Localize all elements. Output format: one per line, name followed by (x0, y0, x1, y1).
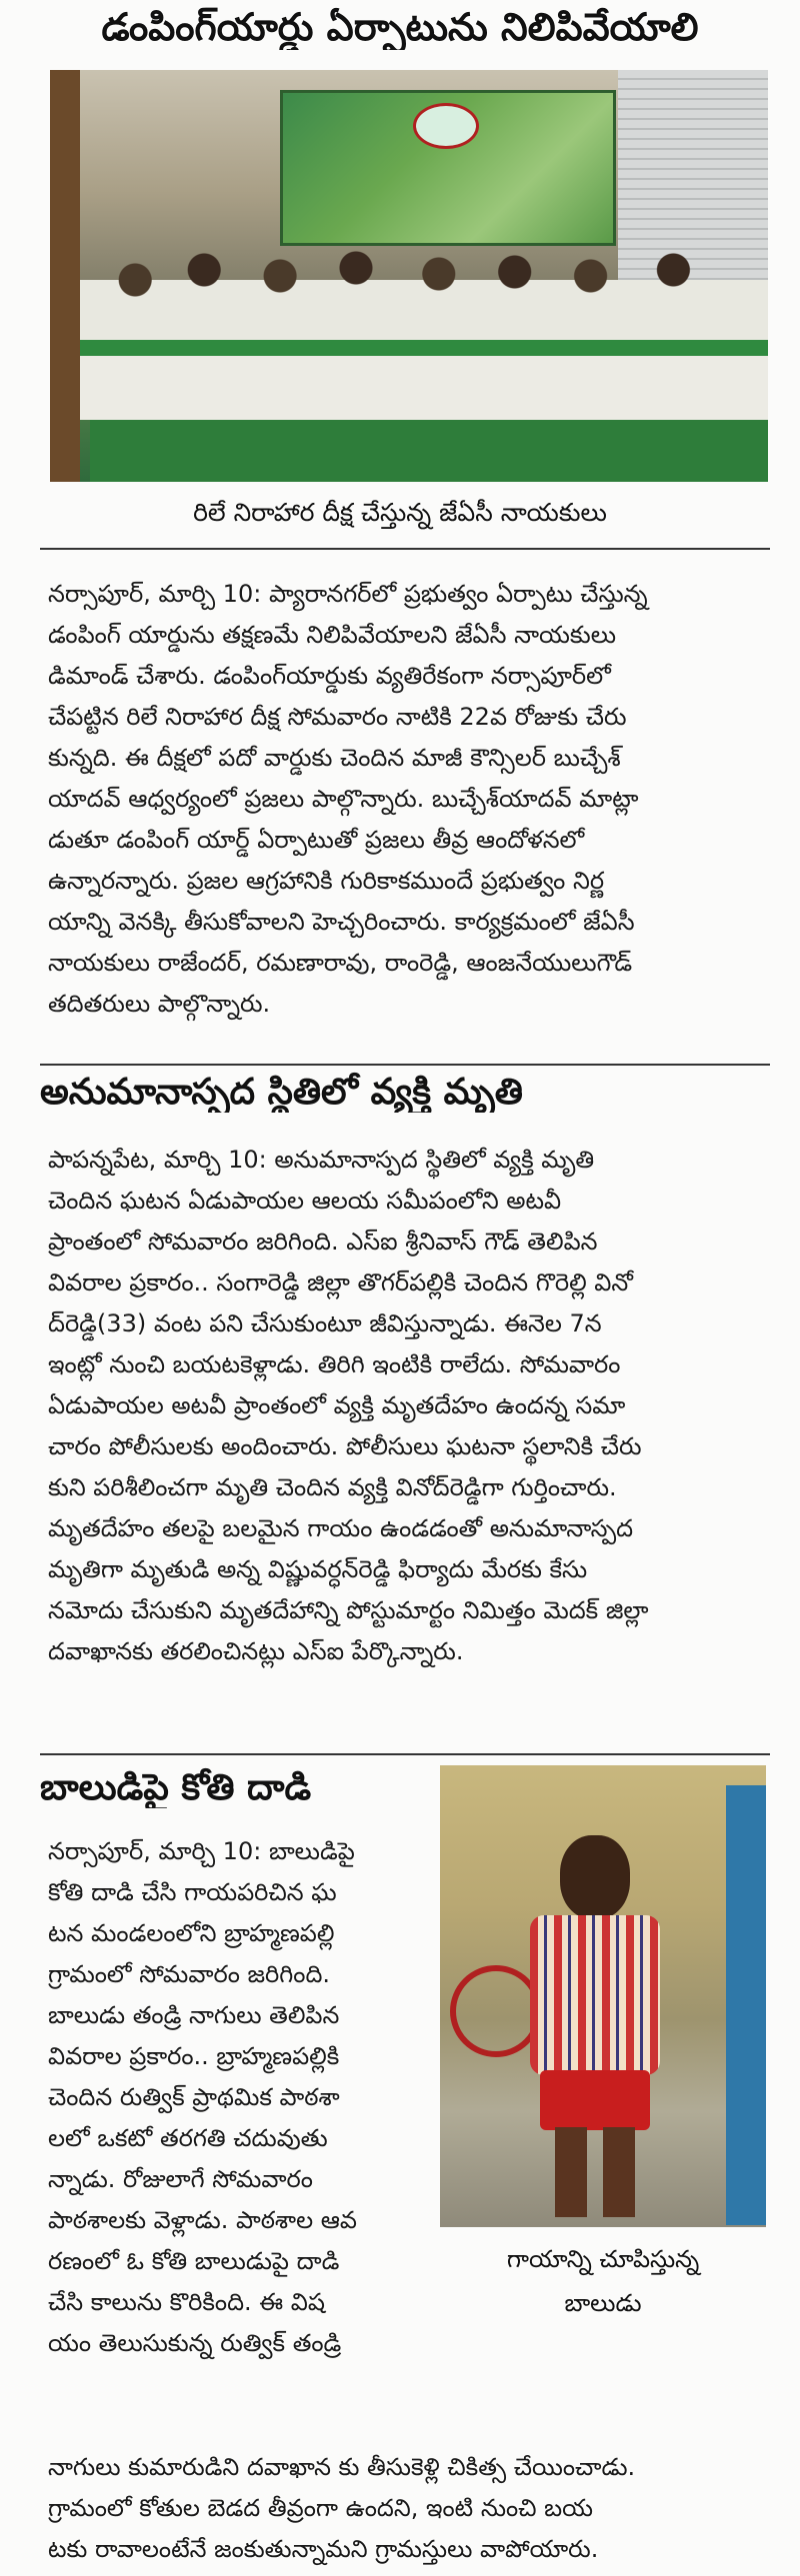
article-line: నాగులు కుమారుడిని దవాఖాన కు తీసుకెళ్లి చికిత్స చేయించాడు. (48, 2453, 636, 2481)
article-1-photo-caption: రిలే నిరాహార దీక్ష చేస్తున్న జేఏసీ నాయకులు (193, 498, 607, 527)
article-line: యం తెలుసుకున్న రుత్విక్ తండ్రి (48, 2329, 342, 2357)
boy-legs (555, 2127, 635, 2217)
article-line: చేపట్టిన రిలే నిరాహార దీక్ష సోమవారం నాటికి 22వ రోజుకు చేరు (48, 703, 627, 731)
article-line: ఇంట్లో నుంచి బయటకెళ్లాడు. తిరిగి ఇంటికి రాలేదు. సోమవారం (48, 1350, 621, 1378)
article-line: ఉన్నారన్నారు. ప్రజల ఆగ్రహానికి గురికాకముందే ప్రభుత్వం నిర్ణ (48, 867, 605, 895)
boy-shirt (530, 1915, 660, 2075)
article-line: నర్సాపూర్, మార్చి 10: బాలుడిపై (48, 1837, 355, 1865)
article-line: చెందిన రుత్విక్ ప్రాథమిక పాఠశా (48, 2083, 340, 2111)
article-line: డంపింగ్ యార్డును తక్షణమే నిలిపివేయాలని జేఏసీ నాయకులు (48, 621, 617, 649)
article-3-body (48, 1831, 438, 2364)
article-line: కుని పరిశీలించగా మృతి చెందిన వ్యక్తి వినోద్‌రెడ్డిగా గుర్తించారు. (48, 1473, 617, 1501)
article-line: తదితరులు పాల్గొన్నారు. (48, 990, 271, 1018)
article-line: చెందిన ఘటన ఏడుపాయల ఆలయ సమీపంలోని అటవీ (48, 1187, 562, 1215)
article-line: నర్సాపూర్, మార్చి 10: ప్యారానగర్‌లో ప్రభుత్వం ఏర్పాటు చేస్తున్న (48, 580, 648, 608)
article-line: నాయకులు రాజేందర్, రమణారావు, రాంరెడ్డి, ఆంజనేయులుగౌడ్ (48, 949, 633, 977)
boy-shorts (540, 2070, 650, 2130)
article-2-body (48, 1140, 778, 1672)
article-line: లలో ఒకటో తరగతి చదువుతు (48, 2124, 328, 2152)
article-3-photo-caption (440, 2237, 766, 2325)
article-line: టన మండలంలోని బ్రాహ్మణపల్లి (48, 1919, 335, 1947)
article-line: బాలుడు తండ్రి నాగులు తెలిపిన (48, 2001, 340, 2029)
article-line: నమోదు చేసుకుని మృతదేహాన్ని పోస్టుమార్టం నిమిత్తం మెదక్ జిల్లా (48, 1596, 649, 1624)
article-line: మృతిగా మృతుడి అన్న విష్ణువర్ధన్‌రెడ్డి ఫిర్యాదు మేరకు కేసు (48, 1555, 588, 1583)
boy-head (560, 1835, 630, 1919)
bicycle-wheel (450, 1965, 542, 2057)
article-line: రణంలో ఓ కోతి బాలుడుపై దాడి (48, 2247, 340, 2275)
article-3-headline: బాలుడిపై కోతి దాడి (40, 1767, 312, 1808)
article-divider (40, 1064, 770, 1066)
article-line: గ్రామంలో కోతుల బెడద తీవ్రంగా ఉందని, ఇంటి నుంచి బయ (48, 2494, 594, 2522)
article-line: యాన్ని వెనక్కి తీసుకోవాలని హెచ్చరించారు. కార్యక్రమంలో జేఏసీ (48, 908, 635, 936)
article-3-body-continued (48, 2447, 778, 2570)
article-line: డిమాండ్ చేశారు. డంపింగ్‌యార్డుకు వ్యతిరేకంగా నర్సాపూర్‌లో (48, 662, 611, 690)
banner-logo (413, 103, 479, 149)
green-mat (90, 412, 768, 482)
article-line: చేసి కాలును కొరికింది. ఈ విష (48, 2288, 325, 2316)
article-line: ప్రాంతంలో సోమవారం జరిగింది. ఎస్ఐ శ్రీనివాస్ గౌడ్ తెలిపిన (48, 1228, 598, 1256)
article-1-photo (50, 70, 768, 482)
article-line: మృతదేహం తలపై బలమైన గాయం ఉండడంతో అనుమానాస్పద (48, 1514, 634, 1542)
article-line: యాదవ్ ఆధ్వర్యంలో ప్రజలు పాల్గొన్నారు. బుచ్చేశ్‌యాదవ్ మాట్లా (48, 785, 639, 813)
article-line: ఏడుపాయల అటవీ ప్రాంతంలో వ్యక్తి మృతదేహం ఉందన్న సమా (48, 1391, 626, 1419)
article-1-body (48, 574, 778, 1025)
article-line: పాపన్నపేట, మార్చి 10: అనుమానాస్పద స్థితిలో వ్యక్తి మృతి (48, 1146, 595, 1174)
article-line: కున్నది. ఈ దీక్షలో పదో వార్డుకు చెందిన మాజీ కౌన్సిలర్ బుచ్చేశ్ (48, 744, 621, 772)
blue-door (726, 1785, 766, 2225)
caption-line: బాలుడు (564, 2289, 642, 2317)
photo-post (50, 70, 80, 482)
article-line: డుతూ డంపింగ్ యార్డ్ ఏర్పాటుతో ప్రజలు తీవ్ర ఆందోళనలో (48, 826, 585, 854)
article-line: టకు రావాలంటేనే జంకుతున్నామని గ్రామస్తులు వాపోయారు. (48, 2535, 599, 2563)
article-line: న్నాడు. రోజులాగే సోమవారం (48, 2165, 313, 2193)
article-3-photo (440, 1765, 766, 2227)
protesters-crowd (80, 220, 768, 420)
article-line: దవాఖానకు తరలించినట్లు ఎస్ఐ పేర్కొన్నారు. (48, 1637, 464, 1665)
article-line: గ్రామంలో సోమవారం జరిగింది. (48, 1960, 331, 1988)
article-line: చారం పోలీసులకు అందించారు. పోలీసులు ఘటనా స్థలానికి చేరు (48, 1432, 642, 1460)
article-1-headline: డంపింగ్‌యార్డు ఏర్పాటును నిలిపివేయాలి (101, 6, 699, 49)
article-line: వివరాల ప్రకారం.. బ్రాహ్మణపల్లికి (48, 2042, 340, 2070)
article-divider (40, 1753, 770, 1755)
caption-divider (40, 548, 770, 550)
article-line: ద్‌రెడ్డి(33) వంట పని చేసుకుంటూ జీవిస్తున్నాడు. ఈనెల 7న (48, 1309, 602, 1337)
article-2-headline: అనుమానాస్పద స్థితిలో వ్యక్తి మృతి (40, 1072, 523, 1113)
article-line: వివరాల ప్రకారం.. సంగారెడ్డి జిల్లా తొగర్‌పల్లికి చెందిన గొరెల్లి వినో (48, 1269, 633, 1296)
caption-line: గాయాన్ని చూపిస్తున్న (506, 2245, 700, 2273)
article-line: కోతి దాడి చేసి గాయపరిచిన ఘ (48, 1878, 337, 1906)
article-line: పాఠశాలకు వెళ్లాడు. పాఠశాల ఆవ (48, 2206, 357, 2234)
